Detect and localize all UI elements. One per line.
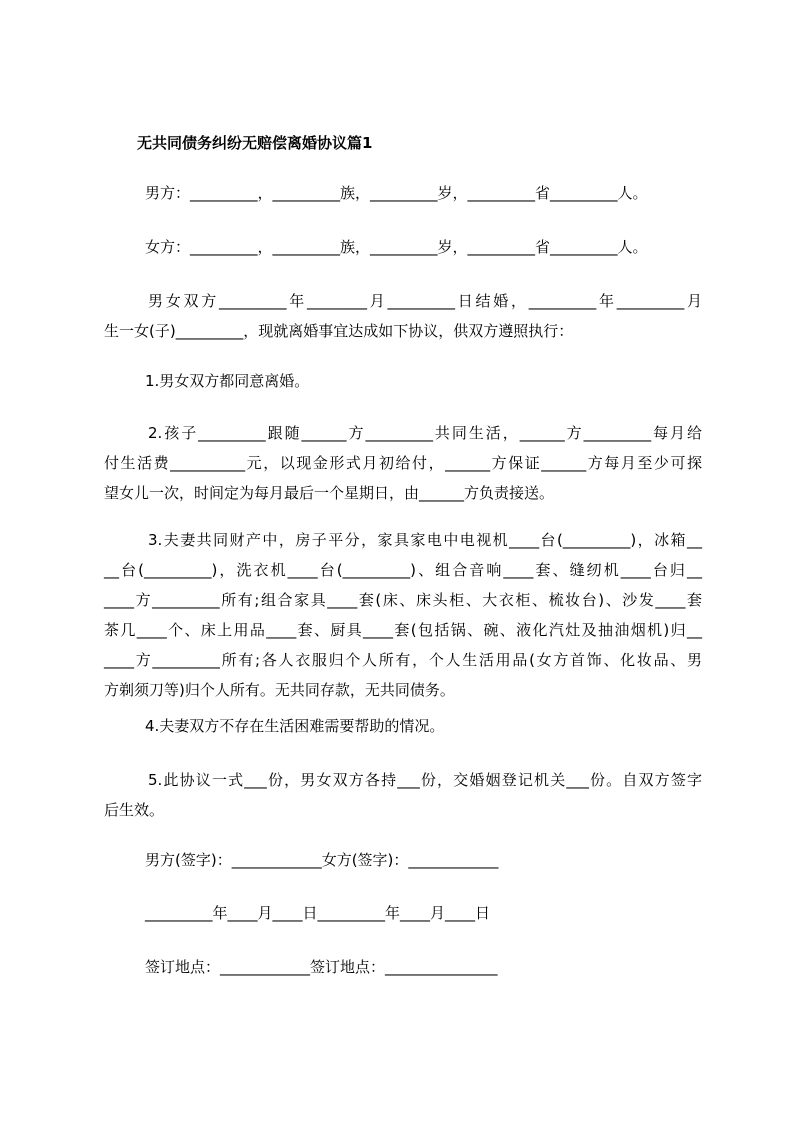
- signature-line: 男方(签字)：____________女方(签字)：____________: [145, 851, 499, 869]
- date-line: _________年____月____日_________年____月____日: [145, 904, 491, 922]
- item-2-line: 付生活费__________元，以现金形式月初给付，______方保证______方每月至少可探: [104, 454, 702, 472]
- intro-paragraph: [104, 286, 702, 346]
- item-3-line: 茶几____个、床上用品____套、厨具____套(包括锅、碗、液化汽灶及抽油烟机)归__: [104, 621, 702, 639]
- item-3-line: ____方_________所有;组合家具____套(床、床头柜、大衣柜、梳妆台)、沙发____套: [104, 591, 702, 609]
- item-5-line: 5.此协议一式___份，男女双方各持___份，交婚姻登记机关___份。自双方签字: [148, 771, 702, 789]
- item-2-line: 望女儿一次，时间定为每月最后一个星期日，由______方负责接送。: [104, 484, 555, 502]
- document-title: 无共同债务纠纷无赔偿离婚协议篇1: [137, 134, 373, 152]
- item-1: 1.男女双方都同意离婚。: [145, 372, 310, 390]
- intro-line: 男女双方_________年________月_________日结婚，_________年_________月: [148, 292, 702, 310]
- item-2-paragraph: [104, 418, 702, 508]
- man-info-line: 男方：_________，_________族，_________岁，_________省_________人。: [145, 184, 648, 202]
- item-3-line: ____方_________所有;各人衣服归个人所有，个人生活用品(女方首饰、化妆品、男: [104, 651, 702, 669]
- item-3-line: 方剃须刀等)归个人所有。无共同存款，无共同债务。: [104, 681, 455, 699]
- woman-info-line: 女方：_________，_________族，_________岁，_________省_________人。: [145, 238, 648, 256]
- item-3-line: 3.夫妻共同财产中，房子平分，家具家电中电视机____台(_________)，冰箱__: [148, 531, 702, 549]
- signing-place-line: 签订地点：____________签订地点：_______________: [145, 958, 498, 976]
- item-5-paragraph: [104, 765, 702, 825]
- item-2-line: 2.孩子_________跟随______方_________共同生活，______方_________每月给: [148, 424, 702, 442]
- intro-line: 生一女(子)_________，现就离婚事宜达成如下协议，供双方遵照执行：: [104, 322, 574, 340]
- item-5-line: 后生效。: [104, 801, 165, 819]
- item-4: 4.夫妻双方不存在生活困难需要帮助的情况。: [145, 717, 445, 735]
- item-3-paragraph: [104, 525, 702, 705]
- item-3-line: __台(_________)，洗衣机____台(_________)、组合音响____套、缝纫机____台归__: [104, 561, 702, 579]
